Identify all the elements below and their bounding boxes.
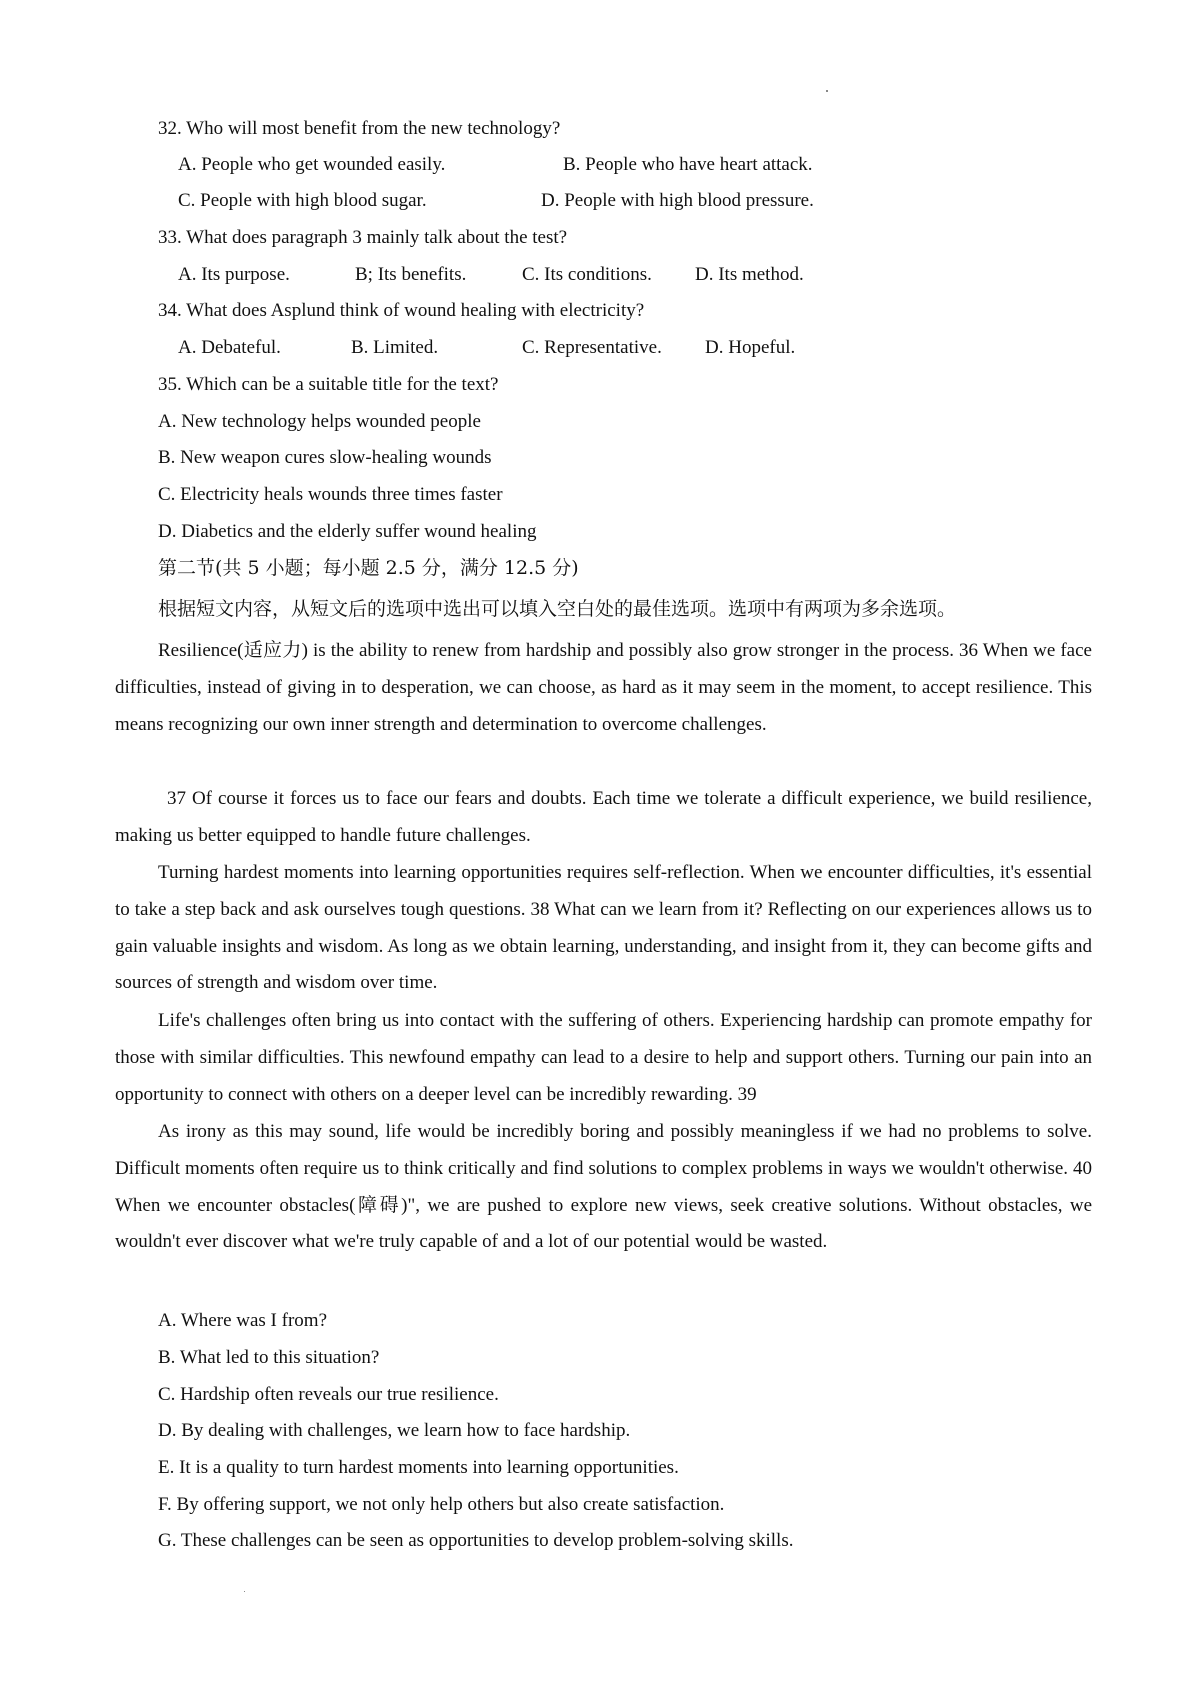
- answer-option-d: D. By dealing with challenges, we learn how to face hardship.: [158, 1420, 631, 1441]
- question-32-stem: 32. Who will most benefit from the new technology?: [158, 118, 561, 139]
- question-35-stem: 35. Which can be a suitable title for the text?: [158, 374, 499, 395]
- question-34-option-c: C. Representative.: [522, 337, 662, 358]
- question-34-option-d: D. Hopeful.: [705, 337, 796, 358]
- passage-paragraph-5: As irony as this may sound, life would be incredibly boring and possibly meaningless if we had no problems to solve. Difficult moments often require us to think critically and find solutions to complex problems in ways we wouldn't otherwise. 40 When we encounter obstacles(障碍)", we are pushed to explore new views, seek creative solutions. Without obstacles, we wouldn't ever discover what we're truly capable of and a lot of our potential would be wasted.: [115, 1121, 1092, 1253]
- section-heading: 第二节(共 5 小题；每小题 2.5 分，满分 12.5 分): [158, 557, 579, 579]
- section-instruction: 根据短文内容，从短文后的选项中选出可以填入空白处的最佳选项。选项中有两项为多余选项。: [158, 598, 957, 620]
- answer-option-f: F. By offering support, we not only help others but also create satisfaction.: [158, 1494, 725, 1515]
- question-35-option-c: C. Electricity heals wounds three times faster: [158, 484, 503, 505]
- answer-option-a: A. Where was I from?: [158, 1310, 327, 1331]
- question-33-option-c: C. Its conditions.: [522, 264, 652, 285]
- question-34-stem: 34. What does Asplund think of wound healing with electricity?: [158, 300, 645, 321]
- question-33-option-b: B; Its benefits.: [355, 264, 467, 285]
- passage-paragraph-1: Resilience(适应力) is the ability to renew from hardship and possibly also grow stronger in the process. 36 When we face difficulties, instead of giving in to desperation, we can choose, as hard as it may seem in the moment, to accept resilience. This means recognizing our own inner strength and determination to overcome challenges.: [115, 640, 1092, 735]
- answer-option-b: B. What led to this situation?: [158, 1347, 380, 1368]
- question-32-option-b: B. People who have heart attack.: [563, 154, 813, 175]
- question-33-option-d: D. Its method.: [695, 264, 804, 285]
- scan-speck: [244, 1591, 245, 1592]
- passage-paragraph-3: Turning hardest moments into learning opportunities requires self-reflection. When we encounter difficulties, it's essential to take a step back and ask ourselves tough questions. 38 What can we learn from it? Reflecting on our experiences allows us to gain valuable insights and wisdom. As long as we obtain learning, understanding, and insight from it, they can become gifts and sources of strength and wisdom over time.: [115, 862, 1092, 994]
- passage-paragraph-2: 37 Of course it forces us to face our fears and doubts. Each time we tolerate a difficult experience, we build resilience, making us better equipped to handle future challenges.: [115, 788, 1092, 846]
- question-32-option-d: D. People with high blood pressure.: [541, 190, 814, 211]
- question-34-option-b: B. Limited.: [351, 337, 439, 358]
- question-34-option-a: A. Debateful.: [178, 337, 281, 358]
- passage-paragraph-4: Life's challenges often bring us into contact with the suffering of others. Experiencing hardship can promote empathy for those with similar difficulties. This newfound empathy can lead to a desire to help and support others. Turning our pain into an opportunity to connect with others on a deeper level can be incredibly rewarding. 39: [115, 1010, 1092, 1105]
- question-35-option-a: A. New technology helps wounded people: [158, 411, 481, 432]
- answer-option-c: C. Hardship often reveals our true resilience.: [158, 1384, 499, 1405]
- answer-option-e: E. It is a quality to turn hardest moments into learning opportunities.: [158, 1457, 679, 1478]
- scan-speck: [826, 90, 828, 92]
- question-33-option-a: A. Its purpose.: [178, 264, 290, 285]
- question-32-option-a: A. People who get wounded easily.: [178, 154, 446, 175]
- question-32-option-c: C. People with high blood sugar.: [178, 190, 427, 211]
- question-33-stem: 33. What does paragraph 3 mainly talk about the test?: [158, 227, 568, 248]
- answer-option-g: G. These challenges can be seen as opportunities to develop problem-solving skills.: [158, 1530, 794, 1551]
- question-35-option-d: D. Diabetics and the elderly suffer wound healing: [158, 521, 537, 542]
- question-35-option-b: B. New weapon cures slow-healing wounds: [158, 447, 492, 468]
